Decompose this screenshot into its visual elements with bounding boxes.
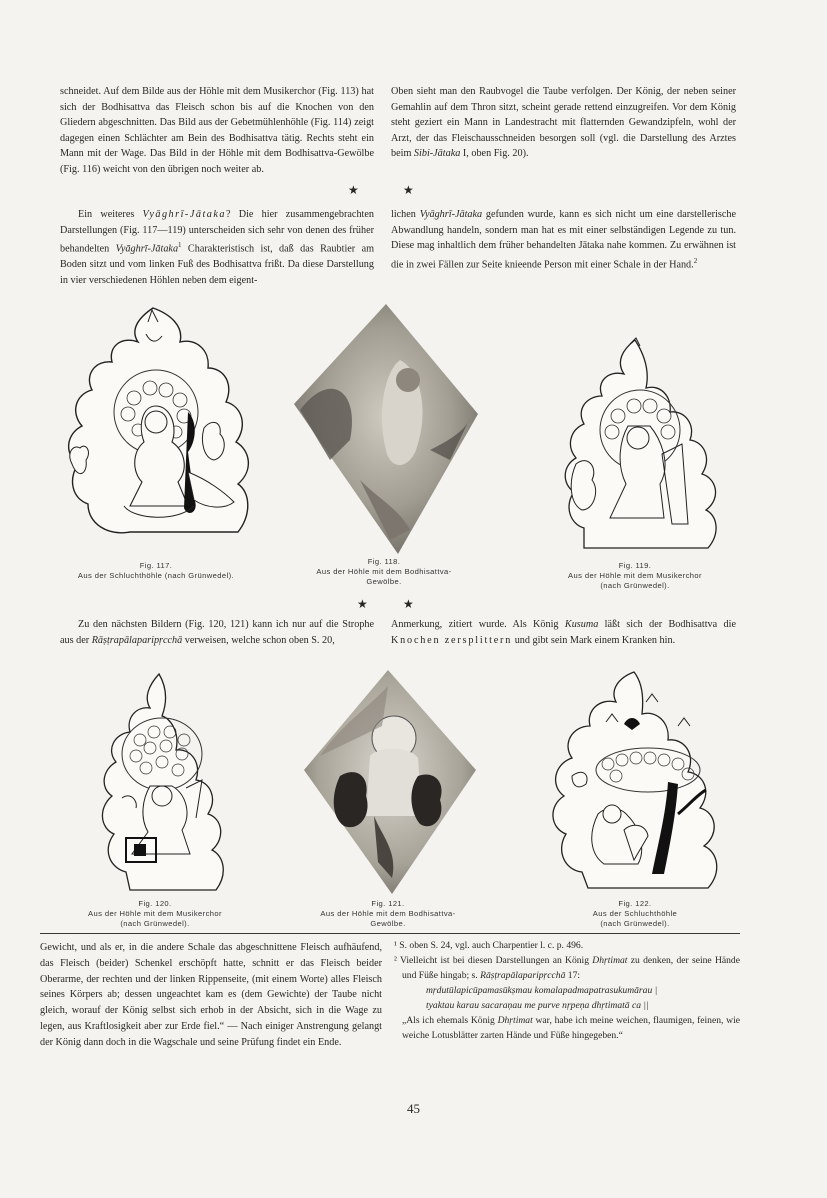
separator-star: ★ (348, 183, 359, 197)
footnote-divider (40, 933, 740, 934)
figure-number: Fig. 120. (138, 899, 172, 908)
figure-121-photo (300, 666, 480, 898)
figure-source: Aus der Höhle mit dem Bodhisattva- (316, 567, 452, 576)
figure-number: Fig. 119. (618, 561, 652, 570)
verse-translation: „Als ich ehemals König Dhṛtimat war, habe ich meine weichen, flaumigen, feinen, wie weiche Lotusblätter zarten Hände und Füße hingegeben.“ (402, 1015, 740, 1041)
top-left-column (60, 84, 374, 178)
bottom-left-paragraph: Gewicht, und als er, in die andere Schale das abgeschnittene Fleisch aufhäufend, das Fleisch (beider) Schenkel erschöpft hatte, schnitt er das Fleisch beider Oberarme, der rechten und der linken Rippenseite, (mit einem Worte) alles Fleisch seines Körpers ab; dessen ungeachtet kam es (dem Gewichte) der Taube nicht gleich, worauf der König selbst sich erhob in der Absicht, sich in die Wage zu legen, aus Kraftlosigkeit aber zur Erde fiel.“ — Nach einiger Anstrengung gelangt der König dann doch in die Wagschale und seine Prüfung findet ein Ende. (40, 942, 382, 1048)
figure-source: Aus der Schluchthöhle (592, 909, 678, 918)
figure-source: Aus der Höhle mit dem Musikerchor (88, 909, 222, 918)
mid-left-paragraph: Ein weiteres Vyāghrī-Jātaka? Die hier zusammengebrachten Darstellungen (Fig. 117—119) unterscheiden sich sehr von denen des früher behandelten Vyāghrī-Jātaka$^1$ Charakteristisch ist, daß das Raubtier am Boden sitzt und vom linken Fuß des Bodhisattva frißt. Da diese Darstellung in vier verschiedenen Höhlen neben dem eigent- (60, 209, 375, 286)
figure-120-drawing (66, 668, 252, 896)
figure-117-drawing (38, 302, 268, 554)
mid-right-column (391, 207, 736, 273)
figure-source-cont: (nach Grünwedel). (120, 919, 190, 928)
separator-star: ★ (403, 597, 414, 611)
top-left-paragraph: schneidet. Auf dem Bilde aus der Höhle mit dem Musikerchor (Fig. 113) hat sich der Bodhisattva das Fleisch schon bis auf die Knochen von den Gliedern abgeschnitten. Das Bild aus der Gebetmühlenhöhle (Fig. 114) zeigt dagegen einen Schlächter am Bein des Bodhisattva tätig. Rechts steht ein Mann mit der Wage. Das Bild in der Höhle mit dem Bodhisattva-Gewölbe (Fig. 116) weicht von den übrigen noch weiter ab. (60, 86, 374, 175)
figure-source: Aus der Höhle mit dem Bodhisattva- (320, 909, 456, 918)
figure-source-cont: Gewölbe. (370, 919, 406, 928)
figure-119-drawing (532, 334, 738, 554)
figure-119-caption (530, 561, 740, 591)
page-number: 45 (407, 1101, 420, 1116)
figure-118-caption (284, 557, 484, 587)
figure-117-caption (60, 561, 252, 581)
figure-120-caption (40, 899, 270, 929)
footnote-2: ² Vielleicht ist bei diesen Darstellungen an König Dhṛtimat zu denken, der seine Hände und Füße hingab; s. Rāṣṭrapālaparipṛcchā 17: (394, 955, 740, 981)
footnote-1: ¹ S. oben S. 24, vgl. auch Charpentier l. c. p. 496. (394, 940, 584, 951)
figure-number: Fig. 122. (618, 899, 652, 908)
separator-star: ★ (403, 183, 414, 197)
figure-source-cont: (nach Grünwedel). (600, 581, 670, 590)
figure-source-cont: (nach Grünwedel). (600, 919, 670, 928)
footnotes (394, 938, 740, 1043)
figure-118-photo (290, 300, 482, 558)
figure-source-cont: Gewölbe. (366, 577, 402, 586)
verse-line-1: mṛdutūlapicūpamasūkṣmau komalapadmapatrasukumārau | (426, 985, 658, 996)
figure-number: Fig. 118. (367, 557, 401, 566)
mid-right-paragraph: lichen Vyāghrī-Jātaka gefunden wurde, kann es sich nicht um eine darstellerische Abwandlung handeln, sondern man hat es mit einer selbständigen Legende zu tun. Diese mag inhaltlich dem früher behandelten Jātaka nahe kommen. Zu erwähnen ist die in zwei Fällen zur Seite knieende Person mit einer Schale in der Hand.$^2$ (391, 209, 736, 271)
figure-source: Aus der Höhle mit dem Musikerchor (568, 571, 702, 580)
mid2-right-column (391, 617, 736, 648)
figure-122-drawing (528, 664, 740, 896)
figure-121-caption (290, 899, 486, 929)
mid2-left-column (60, 617, 374, 648)
figure-number: Fig. 117. (139, 561, 173, 570)
figure-122-caption (540, 899, 730, 929)
top-right-column (391, 84, 736, 162)
bottom-left-column (40, 940, 382, 1051)
verse-line-2: tyaktau karau sacaraṇau me purve nṛpeṇa dhṛtimatā ca || (426, 1000, 649, 1011)
mid2-right-paragraph: Anmerkung, zitiert wurde. Als König Kusuma läßt sich der Bodhisattva die Knochen zersplittern und gibt sein Mark einem Kranken hin. (391, 619, 736, 646)
mid-left-column (60, 207, 374, 288)
figure-source: Aus der Schluchthöhle (nach Grünwedel). (77, 571, 235, 580)
figure-number: Fig. 121. (371, 899, 405, 908)
top-right-paragraph: Oben sieht man den Raubvogel die Taube verfolgen. Der König, der neben seiner Gemahlin auf dem Thron sitzt, scheint gerade rettend einzugreifen. Vor dem König steht geziert ein Mann in Landestracht mit flatternden Gewandzipfeln, wohl der Arzt, der das Fleischausschneiden besorgen soll (vgl. die Darstellung des Arztes beim Sibi-Jātaka I, oben Fig. 20). (391, 86, 736, 160)
separator-star: ★ (357, 597, 368, 611)
mid2-left-paragraph: Zu den nächsten Bildern (Fig. 120, 121) kann ich nur auf die Strophe aus der Rāṣṭrapālaparipṛcchā verweisen, welche schon oben S. 20, (60, 619, 374, 646)
